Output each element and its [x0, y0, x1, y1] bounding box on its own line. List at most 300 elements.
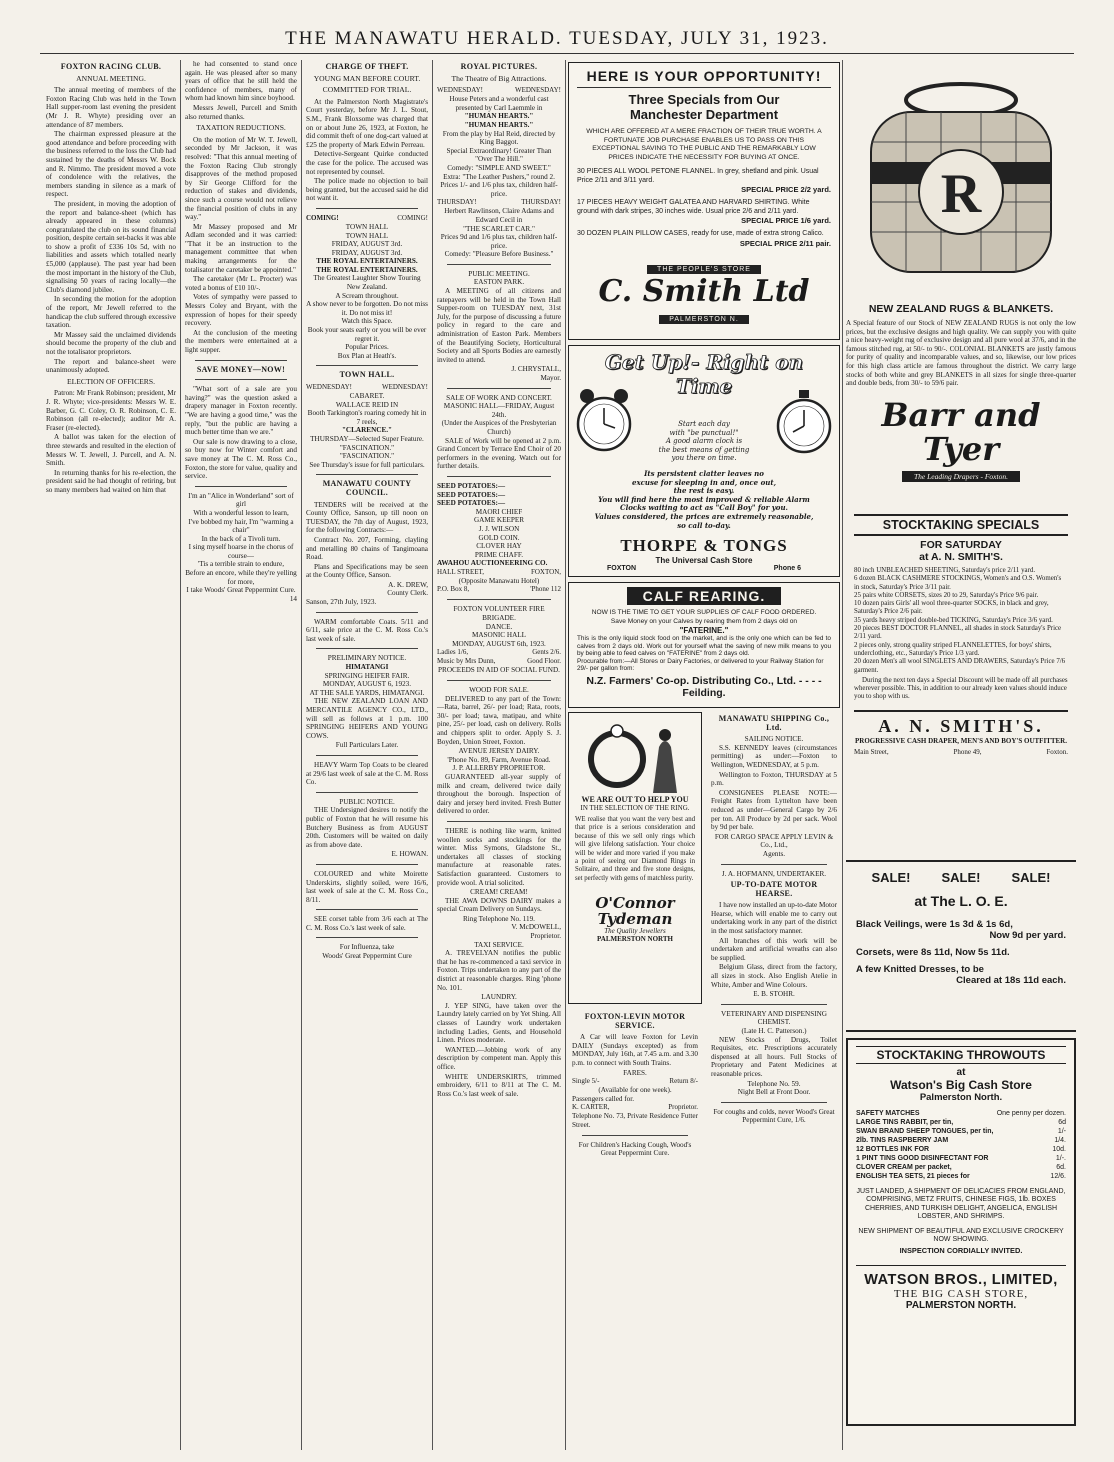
rugs-text: A Special feature of our Stock of NEW ZEALAND RUGS is not only the low prices, but the exclusive designs and high quality. We can supply you with quite a nice heavy-weight rug of exclusive design and all pure wool at 37/6, and in the famous stitched rug, at 50/- to 90/-. COLONIAL BLANKETS are justly famous for purity of quality and incomparable values, and so, likewise, our low prices for this high class article are famous throughout the district. We carry large stocks of both white and grey BLANKETS in all sizes for single three-quarter and double beds, from 30/- to 59/6 pair. [846, 319, 1076, 388]
watson-price: 12/6. [1050, 1173, 1066, 1180]
stocktaking-item: 20 pieces BEST DOCTOR FLANNEL, all shades in stock Saturday's Price 2/11 yard. [854, 625, 1062, 641]
watson-big: THE BIG CASH STORE, [893, 1288, 1029, 1301]
levin-return: Return 8/- [669, 1077, 698, 1086]
an-smith-brand: A. N. SMITH'S. [854, 710, 1068, 737]
seed-line: SEED POTATOES:— [437, 481, 506, 490]
awahou-opp: (Opposite Manawatu Hotel) [458, 576, 540, 585]
potato: GOLD COIN. [478, 533, 520, 542]
full-particulars: Full Particulars Later. [335, 741, 399, 750]
watson-invited: INSPECTION CORDIALLY INVITED. [899, 1246, 1023, 1256]
coming-left: COMING! [306, 213, 339, 222]
stocktaking-item: 20 dozen Men's all wool SINGLETS AND DRAWERS, Saturday's Price 7/6 garment. [854, 658, 1066, 674]
article-paragraph: The police made no objection to bail being granted, but the accused said he did not want it. [306, 177, 428, 203]
watson-item: SWAN BRAND SHEEP TONGUES, per tin, [856, 1128, 994, 1135]
racing-club-heading: FOXTON RACING CLUB. [60, 62, 162, 71]
ad-line: FRIDAY, AUGUST 3rd. [331, 248, 403, 257]
hofmann-sign: E. B. STOHR. [753, 990, 795, 999]
article-paragraph: The report and balance-sheet were unanimously adopted. [46, 357, 176, 375]
watson-store: Watson's Big Cash Store [890, 1078, 1032, 1092]
ad-line: A show never to be forgotten. Do not miss it. Do not miss it! [306, 300, 428, 317]
potato: CLOVER HAY [476, 542, 522, 551]
hofmann-text: All branches of this work will be undertaken and artificial wreaths can also be supplied. [711, 936, 837, 962]
floor: Good Floor. [527, 657, 561, 666]
shipping-agents: Agents. [762, 849, 786, 858]
column-1 [42, 60, 180, 1450]
ad-line: "THE SCARLET CAR." [463, 224, 535, 233]
ad-line: TOWN HALL [345, 222, 389, 231]
opportunity-sub1: Three Specials from Our [628, 92, 780, 107]
shipping-title: MANAWATU SHIPPING Co., Ltd. [718, 714, 830, 732]
levin-passengers: Passengers called for. [572, 1094, 635, 1103]
public-notice: PUBLIC NOTICE. [339, 797, 395, 806]
ladies: Ladies 1/6, [437, 648, 469, 657]
rugs-title: NEW ZEALAND RUGS & BLANKETS. [868, 303, 1054, 315]
verse-line: I sing myself hoarse in the chorus of course— [188, 543, 294, 560]
stocktaking-item: 80 inch UNBLEACHED SHEETING, Saturday's price 2/11 yard. [854, 567, 1036, 574]
saleyards: AT THE SALE YARDS, HIMATANGI. [309, 688, 425, 697]
watson-delicacies: JUST LANDED, A SHIPMENT OF DELICACIES FROM ENGLAND, COMPRISING, METZ FRUITS, CHINESE FIGS, 1lb. BOXES CHERRIES, AND TURKISH DELIGHT, ANGELICA, ENGLISH LOBSTER, AND SHRIMPS. [856, 1188, 1066, 1221]
calf-product: "FATERINE." [679, 626, 729, 635]
sale-line: MASONIC HALL—FRIDAY, August 24th. [443, 402, 555, 419]
chemist-title: VETERINARY AND DISPENSING CHEMIST. [721, 1009, 827, 1027]
chemist-coughs: For coughs and colds, never Wood's Great Peppermint Cure, 1/6. [713, 1107, 835, 1125]
ad-line: Book your seats early or you will be ever regret it. [307, 326, 427, 343]
ad-line: Comedy: "Pleasure Before Business." [444, 250, 554, 259]
ad-line: Booth Tarkington's roaring comedy hit in 7 reels, [307, 409, 427, 426]
ad-line: THURSDAY—Selected Super Feature. [310, 434, 424, 443]
article-paragraph: Our sale is now drawing to a close, so buy now for Winter comfort and save money at The C. M. Ross Co., Foxton, the store for value, quality and service. [185, 437, 297, 481]
ad-line: THE ROYAL ENTERTAINERS. [316, 257, 418, 266]
ring-text: WE realise that you want the very best and that price is a serious consideration and because of this we sell only rings which will give lifelong satisfaction. Your choice will be wider and more varied if you make a point of seeing our Diamond Rings in Solitaire, and three and five stone designs, set perfectly with gems of matchless purity. [575, 816, 695, 882]
article-paragraph: The caretaker (Mr L. Procter) was voted a bonus of £10 10/-. [185, 275, 297, 292]
wood-heading: WOOD FOR SALE. [469, 686, 529, 695]
classified: WARM comfortable Coats. 5/11 and 6/11, sale price at the C. M. Ross Co.'s last week of sale. [306, 617, 428, 643]
opportunity-price: SPECIAL PRICE 2/11 pair. [739, 238, 831, 248]
article-paragraph: The annual meeting of members of the Foxton Racing Club was held in the Town Hall supper-room last evening the president (Mr J. R. Whyte) presiding over an attendance of 87 members. [46, 86, 176, 129]
opportunity-item: 30 PIECES ALL WOOL PETONE FLANNEL. In grey, shetland and pink. Usual Price 2/11 and 3/11 yard. [577, 168, 819, 184]
levin-text: A Car will leave Foxton for Levin DAILY (Sundays excepted) as from MONDAY, July 16th, at 7.45 a.m. and 3.30 p.m. to connect with South Trains. [572, 1033, 698, 1067]
wed-left: WEDNESDAY! [306, 383, 353, 391]
levin-ad [568, 1010, 702, 1158]
masonic: MASONIC HALL [471, 631, 527, 640]
watson-ad [846, 1038, 1076, 1426]
watson-item: LARGE TINS RABBIT, per tin, [856, 1119, 954, 1126]
ring-town: PALMERSTON NORTH [597, 935, 673, 944]
loe-at: at The L. O. E. [914, 893, 1008, 909]
ad-line: TOWN HALL [345, 231, 389, 240]
thorpe-line: the rest is easy. [673, 486, 735, 496]
royal-sub: The Theatre of Big Attractions. [451, 73, 547, 83]
seed-line: SEED POTATOES:— [437, 490, 506, 499]
thorpe-line: Clocks waiting to act as "Call Boy" for you. [620, 503, 788, 513]
brigade: FOXTON VOLUNTEER FIRE BRIGADE. [453, 605, 545, 623]
chemist-text: NEW Stocks of Drugs, Toilet Requisites, etc. Prescriptions accurately dispensed at all hours. Full Stocks of Proprietary and Patent Medicines at reasonable prices. [711, 1035, 837, 1078]
calf-name: N.Z. Farmers' Co-op. Distributing Co., Ltd. - - - - Feilding. [586, 674, 822, 699]
gents: Gents 2/6. [532, 648, 561, 657]
shipping-column [707, 712, 841, 1450]
article-paragraph: Messrs Jewell, Purcell and Smith also returned thanks. [185, 103, 297, 121]
levin-title: FOXTON-LEVIN MOTOR SERVICE. [584, 1012, 686, 1030]
article-paragraph: Patron: Mr Frank Robinson; president, Mr J. R. Whyte; vice-presidents: Messrs W. E. Barber, G. C. Coley, O. R. Robinson, C. E. Robinson (all re-elected); auditor Mr A. Fraser (re-elected). [46, 389, 176, 432]
loe-sale: SALE! [941, 870, 981, 885]
watson-name: WATSON BROS., LIMITED, [856, 1265, 1066, 1288]
levin-carter: K. CARTER, [572, 1103, 610, 1112]
ad-line: "CLARENCE." [341, 426, 393, 435]
thorpe-line: Its persistent clatter leaves no [644, 469, 764, 478]
awahou-box: P.O. Box 8, [437, 585, 470, 594]
prelim-heading: PRELIMINARY NOTICE. [327, 654, 407, 663]
taxi-heading: TAXI SERVICE. [474, 940, 524, 949]
watson-price: 10d. [1052, 1146, 1066, 1153]
classified: WANTED.—Jobbing work of any description by competent man. Apply this office. [437, 1045, 561, 1071]
article-paragraph: Mr Massey said the unclaimed dividends should become the property of the club and not the totalisator proprietors. [46, 330, 176, 356]
watson-town: Palmerston North. [919, 1092, 1003, 1103]
mcdowell: V. McDOWELL, [511, 923, 561, 932]
classified: THERE is nothing like warm, knitted woollen socks and stockings for the winter. Miss Symons, Gladstone St., undertakes all classes of stocking manufacture at reasonable rates. Satisfaction guaranteed. Customers to provide wool. A trial solicited. [437, 826, 561, 887]
column-4 [433, 60, 565, 1450]
ad-line: House Peters and a wonderful cast presented by Carl Laemmle in [449, 95, 549, 112]
awahou-phone: 'Phone 112 [530, 585, 561, 594]
verse-line: Before an encore, while they're yelling for more, [185, 569, 297, 586]
rugs-brand-sub: The Leading Drapers - Foxton. [902, 471, 1020, 482]
potato: J. J. WILSON [478, 524, 520, 533]
levin-fares: FARES. [623, 1068, 647, 1077]
an-smith-sub: PROGRESSIVE CASH DRAPER, MEN'S AND BOY'S OUTFITTER. [855, 736, 1067, 745]
laundry-heading: LAUNDRY. [481, 993, 517, 1002]
column-3 [302, 60, 432, 1450]
avenue-dairy: AVENUE JERSEY DAIRY. [458, 747, 540, 756]
classified: COLOURED and white Moirette Underskirts, slightly soiled, were 16/6, last week of sale at the C. M. Ross Co., 8/11. [306, 869, 428, 904]
calf-line: NOW IS THE TIME TO GET YOUR SUPPLIES OF CALF FOOD ORDERED. [591, 609, 817, 616]
thorpe-line: so call to-day. [677, 520, 731, 530]
thorpe-sub: Start each day [678, 420, 730, 428]
ring-ad [568, 712, 702, 1004]
influenza-2: Woods' Great Peppermint Cure [322, 952, 412, 961]
classified: A. TREVELYAN notifies the public that he has re-commenced a taxi service in Foxton. Trips undertaken to any part of the district at reasonable charges. Ring 'phone No. 101. [437, 949, 561, 992]
cream: CREAM! CREAM! [470, 888, 528, 897]
royal-pictures-heading: ROYAL PICTURES. [460, 62, 538, 71]
opportunity-price: SPECIAL PRICE 2/2 yard. [741, 185, 831, 194]
ring-brand-sub: The Quality Jewellers [604, 927, 666, 936]
loe-veilings-now: Now 9d per yard. [989, 930, 1066, 941]
council-sign-2: County Clerk. [387, 589, 428, 598]
classified: HEAVY Warm Top Coats to be cleared at 29/6 last week of sale at the C. M. Ross Co. [306, 760, 428, 787]
opportunity-price: SPECIAL PRICE 1/6 yard. [741, 216, 831, 225]
an-smith-town: Foxton. [1046, 747, 1068, 756]
ad-line: "HUMAN HEARTS." [464, 120, 534, 129]
annual-meeting-subheading: ANNUAL MEETING. [76, 73, 146, 83]
ring-figure-icon [575, 717, 695, 795]
ad-line: Popular Prices. [345, 343, 389, 352]
stocktaking-ad [846, 510, 1076, 852]
an-smith-phone: Phone 49, [953, 747, 982, 756]
article-paragraph: Mr Massey proposed and Mr Adlam seconded and it was carried: "That it be an instruction to the management committee that when making arrangements for the totalisator the caretaker be appointed." [185, 222, 297, 274]
article-paragraph: At the Palmerston North Magistrate's Court yesterday, before Mr J. L. Stout, S.M., Frank Bloxsome was charged that on or about June 26, 1923, at Foxton, he did commit theft of one dog-cart valued at £25 the property of Mark Edwin Perreau. [306, 97, 428, 149]
ring-brand: O'Connor Tydeman [595, 894, 675, 929]
c-smith-logo [577, 258, 831, 326]
watson-crockery: NEW SHIPMENT OF BEAUTIFUL AND EXCLUSIVE CROCKERY NOW SHOWING. [858, 1227, 1064, 1244]
alarm-clock-icon [575, 384, 633, 454]
wed-left: WEDNESDAY! [437, 86, 484, 95]
potato: MAORI CHIEF [475, 507, 523, 516]
opportunity-intro: WHICH ARE OFFERED AT A MERE FRACTION OF THEIR TRUE WORTH. A FORTUNATE JOB PURCHASE ENABLES US TO PASS ON THIS EXCEPTIONAL SAVING TO THE PUBLIC AND THE REMARKABLY LOW PRICES INDICATE THE NECESSITY FOR BUYING AT ONCE. [586, 128, 822, 161]
shipping-text: CONSIGNEES PLEASE NOTE:—Freight Rates from Lyttelton have been reduced as under—General Cargo by 2/6 per ton. All Produce by 2d per sack. Wool by 9d per bale. [711, 788, 837, 832]
levin-single: Single 5/- [572, 1077, 600, 1086]
ad-line: FRIDAY, AUGUST 3rd. [331, 240, 403, 249]
thorpe-sub: A good alarm clock is [665, 437, 743, 446]
sale-heading: SALE OF WORK AND CONCERT. [446, 393, 552, 402]
c-smith-ad [568, 62, 840, 340]
classified: DELIVERED to any part of the Town:—Rata, barrel, 26/- per load; Rata, roots, 30/- per load; tawa, matipau, and white pine, 25/- per load, cash on delivery. Rolls and chippers split to order. Apply S. J. Boyden, Union Street, Foxton. [437, 694, 561, 746]
music: Music by Mrs Dunn, [437, 657, 496, 666]
article-paragraph: "What sort of a sale are you having?" was the question asked a drapery manager in Foxton recently. "We are having a good time," was the reply, "but the public are having a much better time than we are." [185, 385, 297, 437]
proprietor: Proprietor. [530, 932, 561, 941]
loe-sale: SALE! [871, 870, 911, 885]
ad-line: Comedy: "SIMPLE AND SWEET." [447, 163, 551, 172]
thorpe-town: FOXTON [607, 565, 637, 572]
watson-palm: PALMERSTON NORTH. [905, 1300, 1017, 1312]
stocktaking-item: 2 pieces only, strong quality striped FLANNELETTES, for boys' shirts, underclothing, etc., Saturday's Price 1/3 yard. [854, 641, 1052, 657]
thu-left: THURSDAY! [437, 198, 477, 207]
thorpe-line: You will find here the most improved & reliable Alarm [598, 494, 810, 504]
article-paragraph: In returning thanks for his re-election, the president said he had thought of retiring, but so many members had waited on him that [46, 468, 176, 494]
sale-line: (Under the Auspices of the Presbyterian Church) [441, 419, 557, 436]
levin-carter-role: Proprietor. [668, 1103, 698, 1112]
easton-sign-2: Mayor. [540, 374, 561, 382]
calf-line: Save Money on your Calves by rearing them from 2 days old on [610, 617, 798, 625]
levin-phone: Telephone No. 73, Private Residence Futter Street. [572, 1112, 698, 1129]
thorpe-sub: with "be punctual!" [669, 428, 739, 437]
calf-text: This is the only liquid stock food on the market, and is the only one which can be fed to calves from 2 days old. Work out for yourself what the saving of new milk means to you by being able to feed calves on "FATERINE" from 2 days old. [577, 635, 831, 658]
watson-item: ENGLISH TEA SETS, 21 pieces for [856, 1173, 970, 1180]
save-money-heading: SAVE MONEY—NOW! [196, 364, 286, 374]
ad-line: Prices 1/- and 1/6 plus tax, children half-price. [440, 181, 558, 198]
ring-title: WE ARE OUT TO HELP YOU [581, 795, 689, 804]
rugs-brand: Barr and Tyer [881, 395, 1041, 468]
article-paragraph: At the conclusion of the meeting the members were entertained at a light supper. [185, 328, 297, 354]
public-meeting: PUBLIC MEETING. [468, 269, 530, 278]
allerby: J. P. ALLERBY PROPRIETOR. [452, 764, 546, 773]
awahou-addr-l: HALL STREET, [437, 567, 485, 576]
classified: J. YEP SING, have taken over the Laundry lately carried on by Yet Shing. All classes of Laundry work undertaken including Ladies, Gents, and Household Linen. Prices moderate. [437, 1001, 561, 1045]
easton-sign: J. CHRYSTALL, [511, 365, 561, 374]
hofmann-title: UP-TO-DATE MOTOR HEARSE. [730, 880, 818, 898]
chemist-late: (Late H. C. Patterson.) [741, 1027, 807, 1035]
thorpe-sub: you there on time. [671, 454, 737, 463]
ad-line: Box Plan at Heath's. [337, 351, 397, 360]
wed-right: WEDNESDAY! [381, 383, 428, 391]
alarm-clock-icon [775, 386, 833, 456]
store-name: C. Smith Ltd [598, 273, 810, 309]
article-paragraph: A ballot was taken for the election of three stewards and resulted in the election of Messrs W. T. Jewell, J. Purcell, and A. N. Smith. [46, 433, 176, 468]
classified: WHITE UNDERSKIRTS, trimmed embroidery, 6/11 to 8/11 at The C. M. Ross Co.'s last week of sale. [437, 1072, 561, 1098]
thorpe-line: Values considered, the prices are extremely reasonable, [594, 511, 814, 521]
watson-item: 12 BOTTLES INK FOR [856, 1146, 930, 1153]
ad-line: THE ROYAL ENTERTAINERS. [316, 265, 418, 274]
loe-dresses: A few Knitted Dresses, to be [856, 964, 984, 975]
ad-line: Watch this Space. [341, 317, 393, 326]
public-notice-sign: E. HOWAN. [391, 850, 428, 859]
thorpe-tagline: The Universal Cash Store [655, 556, 753, 565]
shipping-text: Wellington to Foxton, THURSDAY at 5 p.m. [711, 770, 837, 788]
awahou-addr-r: FOXTON, [530, 567, 561, 576]
council-heading: MANAWATU COUNTY COUNCIL. [322, 479, 412, 497]
article-paragraph: Detective-Sergeant Quirke conducted the case for the police. The accused was not represented by counsel. [306, 150, 428, 176]
hofmann-name: J. A. HOFMANN, UNDERTAKER. [721, 869, 827, 878]
ad-line: WALLACE REID IN [335, 400, 399, 409]
stocktaking-title: STOCKTAKING SPECIALS [854, 514, 1068, 536]
town-hall-heading: TOWN HALL. [339, 370, 395, 380]
classified: THE AWA DOWNS DAIRY makes a special Cream Delivery on Sundays. [437, 896, 561, 914]
dance: DANCE. [485, 622, 513, 631]
chemist-telephone: Telephone No. 59. [747, 1079, 801, 1088]
stocktaking-item: 35 yards heavy striped double-bed TICKING, Saturday's Price 3/6 yard. [854, 616, 1053, 624]
watson-price: 1/-. [1055, 1155, 1066, 1162]
seed-line: SEED POTATOES:— [437, 499, 506, 508]
rug-bundle-icon [846, 62, 1076, 292]
watson-price: 1/4. [1054, 1137, 1066, 1144]
easton-park: EASTON PARK. [473, 278, 525, 287]
thu-right: THURSDAY! [521, 198, 561, 207]
election-heading: ELECTION OF OFFICERS. [67, 376, 155, 386]
ad-line: "HUMAN HEARTS." [464, 112, 534, 121]
shipping-text: S.S. KENNEDY leaves (circumstances permitting) as under:—Foxton to Wellington, WEDNESDAY, at 5 p.m. [711, 743, 837, 769]
ad-line: A Scream throughout. [335, 291, 399, 300]
watson-item: 2lb. TINS RASPBERRY JAM [856, 1137, 949, 1144]
article-paragraph: The president, in moving the adoption of the report and balance-sheet (which has already appeared in these columns) congratulated the club on its sound financial position, despite certain set-backs it was able to show a profit of £336 10s 5d, with no liabilities and assets which totalled nearly £5,000 (applause). The past year had been the most important in the history of the Club, signalising 50 years of racing locally—the Club's diamond jubilee. [46, 199, 176, 294]
classified: SALE of Work will be opened at 2 p.m. Grand Concert by Terrace End Choir of 20 performers in the evening. Watch out for further details. [437, 436, 561, 471]
article-paragraph: Votes of sympathy were passed to Messrs Coley and Bryant, with the expression of hopes for their speedy recovery. [185, 293, 297, 328]
theft-heading: CHARGE OF THEFT. [325, 62, 409, 71]
classified: SEE corset table from 3/6 each at The C. M. Ross Co.'s last week of sale. [306, 915, 428, 932]
stocktaking-item: 10 dozen pairs Girls' all wool three-quarter SOCKS, in black and grey, Saturday's Price 2/6 pair. [854, 600, 1049, 616]
wed-right: WEDNESDAY! [514, 86, 561, 95]
himatangi: HIMATANGI [345, 663, 389, 672]
calf-rearing-ad [568, 582, 840, 708]
stocktaking-footer: During the next ten days a Special Discount will be made off all purchases wherever possible. This, in addition to our already keen values should induce you to shop with us. [854, 676, 1068, 701]
stocktaking-item: 25 pairs white CORSETS, sizes 20 to 29, Saturday's Price 9/6 pair. [854, 591, 1039, 599]
thorpe-name: THORPE & TONGS [620, 536, 788, 555]
calf-title: CALF REARING. [627, 587, 782, 605]
ad-line: The Greatest Laughter Show Touring New Zealand. [313, 274, 421, 292]
ad-line: Herbert Rawlinson, Claire Adams and Edward Cecil in [444, 207, 554, 224]
dance-date: MONDAY, AUGUST 6th, 1923. [452, 639, 546, 648]
fair-date: MONDAY, AUGUST 6, 1923. [322, 680, 412, 689]
watson-price: 1/- [1057, 1128, 1066, 1135]
shipping-cargo: FOR CARGO SPACE APPLY LEVIN & Co., Ltd., [714, 832, 834, 850]
store-town: PALMERSTON N. [659, 315, 749, 324]
watson-price: One penny per dozen. [996, 1110, 1066, 1117]
watson-title: STOCKTAKING THROWOUTS [856, 1046, 1066, 1064]
ad-line: From the play by Hal Reid, directed by King Baggot. [442, 129, 556, 147]
verse-line: In the back of a Tivoli turn. [201, 534, 281, 543]
svg-text:R: R [940, 163, 982, 225]
watson-item: SAFETY MATCHES [856, 1110, 920, 1117]
store-line: THE PEOPLE'S STORE [647, 265, 761, 274]
proceeds: PROCEEDS IN AID OF SOCIAL FUND. [438, 666, 560, 675]
levin-available: (Available for one week). [598, 1086, 672, 1095]
loe-sale: SALE! [1011, 870, 1051, 885]
masthead: THE MANAWATU HERALD. TUESDAY, JULY 31, 1923. [40, 28, 1074, 54]
classified: THE NEW ZEALAND LOAN AND MERCANTILE AGENCY CO., LTD., will sell as follows at 1 p.m. 100 SPRINGING HEIFERS AND YOUNG COWS. [306, 697, 428, 740]
verse-line: With a wonderful lesson to learn, [193, 508, 289, 517]
verse-line: I take Woods' Great Peppermint Cure. [186, 586, 296, 595]
opportunity-title: HERE IS YOUR OPPORTUNITY! [577, 68, 831, 88]
theft-subheading: YOUNG MAN BEFORE COURT. [313, 73, 421, 83]
hofmann-text: I have now installed an up-to-date Motor Hearse, which will enable me to carry out undertaking work in any part of the district in the most satisfactory manner. [711, 901, 837, 936]
watson-at: at [956, 1067, 966, 1078]
verse-line: 'Tis a terrible strain to endure, [197, 560, 285, 569]
dairy-phone: 'Phone No. 89, Farm, Avenue Road. [447, 755, 551, 764]
stocktaking-sub1: FOR SATURDAY [920, 539, 1002, 551]
ad-line: Prices 9d and 1/6 plus tax, children half-price. [440, 233, 558, 250]
council-date: Sanson, 27th July, 1923. [306, 598, 377, 607]
article-paragraph: In seconding the motion for the adoption of the report, Mr Jewell referred to the handicap the club suffered through excessive taxation. [46, 295, 176, 330]
theft-subheading-2: COMMITTED FOR TRIAL. [322, 85, 412, 95]
article-paragraph: he had consented to stand once again. He was pleased after so many years of office that he still held the confidence of members, many of whom had known him since boyhood. [185, 60, 297, 103]
council-sign: A. K. DREW, [388, 580, 428, 589]
hofmann-text: Belgium Glass, direct from the factory, all sizes in stock. Also English Atelie in White, Amber and Wine Colours. [711, 963, 837, 989]
watson-price: 6d. [1056, 1164, 1066, 1171]
heifer-fair: SPRINGING HEIFER FAIR. [324, 671, 410, 680]
opportunity-item: 30 DOZEN PLAIN PILLOW CASES, ready for use, made of extra strong Calico. [577, 230, 824, 237]
classified: A MEETING of all citizens and ratepayers will be held in the Town Hall Supper-room on TUESDAY next, 31st July, for the purpose of discussing a future policy in regard to the care and administration of Easton Park. Members of the Beautifying Society, Horticultural Society and all Sports Bodies are earnestly invited to attend. [437, 287, 561, 364]
stocktaking-item: 6 dozen BLACK CASHMERE STOCKINGS, Women's and O.S. Women's in stock, Saturday's Price 3/11 pair. [854, 575, 1062, 591]
ring-phone: Ring Telephone No. 119. [463, 914, 535, 923]
taxation-heading: TAXATION REDUCTIONS. [196, 123, 286, 133]
influenza: For Influenza, take [339, 943, 395, 952]
page-number: 14 [289, 594, 297, 603]
verse-line: I've bobbed my hair, I'm "warming a chair" [188, 517, 294, 535]
thorpe-line: excuse for sleeping in and, once out, [631, 477, 777, 487]
ring-sub: IN THE SELECTION OF THE RING. [580, 804, 690, 812]
article-paragraph: TENDERS will be received at the County Office, Sanson, up till noon on TUESDAY, the 7th day of August, 1923, for the following Contracts:— [306, 500, 428, 535]
article-paragraph: The chairman expressed pleasure at the good attendance and before proceeding with the business referred to the loss the Club had sustained by the deaths of Messrs W. Bock and R. Nimmo. The president moved a vote of condolence with the relatives, the members standing in silence as a mark of respect. [46, 130, 176, 199]
ad-line: "FASCINATION." [339, 452, 395, 461]
ad-line: Special Extraordinary! Greater Than "Over The Hill." [446, 146, 552, 164]
thorpe-phone: Phone 6 [773, 565, 801, 572]
verse-heading: I'm an "Alice in Wonderland" sort of girl [188, 491, 294, 509]
coming-right: COMING! [397, 213, 428, 222]
opportunity-item: 17 PIECES HEAVY WEIGHT GALATEA AND HARVARD SHIRTING. White ground with dark stripes, 30 inches wide. Usual price 2/6 and 2/11 yard. [577, 199, 810, 215]
potato: PRIME CHAFF. [474, 550, 524, 559]
article-paragraph: Contract No. 207, Forming, clayling and metalling 80 chains of Tangimoana Road. [306, 535, 428, 562]
chemist-night-bell: Night Bell at Front Door. [737, 1088, 811, 1097]
thorpe-headline: Get Up!- Right on Time [604, 350, 804, 398]
loe-dresses-price: Cleared at 18s 11d each. [956, 975, 1066, 986]
article-paragraph: On the motion of Mr W. T. Jewell, seconded by Mr Jackson, it was resolved: "That this annual meeting of the Foxton Racing Club strongly disapproves of the method proposed by Sir George Clifford for the reduction of stakes and dividends, since such a course would not relieve the financial position of clubs in any way." [185, 135, 297, 222]
ad-line: "FASCINATION." [339, 443, 395, 452]
sailing-notice: SAILING NOTICE. [744, 735, 804, 744]
loe-sale-ad [846, 860, 1076, 1032]
classified: GUARANTEED all-year supply of milk and cream, delivered twice daily throughout the borough. Inspection of dairy and jersey herd invited. Fresh Butter delivered to order. [437, 772, 561, 816]
column-2 [181, 60, 301, 1450]
watson-item: 1 PINT TINS GOOD DISINFECTANT FOR [856, 1155, 989, 1162]
rugs-ad [846, 62, 1076, 507]
ad-line: See Thursday's issue for full particulars. [309, 460, 425, 469]
article-paragraph: Plans and Specifications may be seen at the County Office, Sanson. [306, 562, 428, 580]
an-smith-street: Main Street, [854, 747, 889, 756]
thorpe-tongs-ad [568, 345, 840, 577]
potato: GAME KEEPER [473, 516, 525, 525]
opportunity-sub2: Manchester Department [629, 107, 779, 122]
watson-price: 6d [1058, 1119, 1066, 1126]
ad-line: Extra: "The Leather Pushers," round 2. [443, 172, 555, 181]
classified: THE Undersigned desires to notify the public of Foxton that he will resume his Butchery Business as from AUGUST 20th. Customers will be waited on daily as from above date. [306, 806, 428, 849]
ad-line: CABARET. [349, 392, 385, 400]
levin-children: For Children's Hacking Cough, Wood's Great Peppermint Cure. [578, 1140, 692, 1158]
thorpe-sub: the best means of getting [658, 445, 750, 454]
